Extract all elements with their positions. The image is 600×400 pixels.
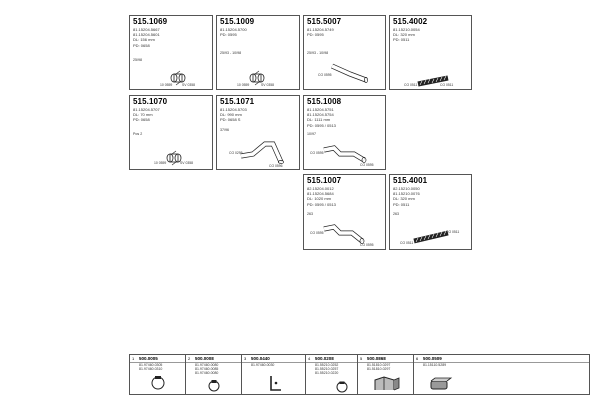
part-number: 515.1070 bbox=[133, 97, 168, 106]
fitment-note: 25/93 - 10/98 bbox=[307, 51, 329, 55]
bracket-icon bbox=[268, 373, 284, 393]
part-number: 515.1009 bbox=[220, 17, 255, 26]
part-card-515-1009[interactable]: 515.1009 81.15204.5700 PD: 0595 25/93 - 10/98 10 0559 SV 0358 bbox=[216, 15, 300, 90]
part-card-515-4002[interactable]: 515.4002 81.15210.0054 DL: 320 mm PD: 0511 CO 0511 CO 0511 bbox=[389, 15, 472, 90]
fitment-note: 263 bbox=[307, 212, 313, 216]
accessory-cell-500-0440[interactable]: 3 500.0440 81.97460.0030 bbox=[242, 355, 306, 394]
clamp-icon bbox=[148, 374, 168, 392]
part-card-515-1008[interactable]: 515.1008 81.15204.5751 81.15204.5754 DL: 1111 mm PD: 0595 / 0513 10/97 CO 0595 CO 0595 bbox=[303, 95, 386, 170]
fitment-note: 25/93 - 10/98 bbox=[220, 51, 242, 55]
part-number: 515.1007 bbox=[307, 176, 342, 185]
accessory-part-number: 500.0868 bbox=[367, 356, 386, 361]
spec-lines: 81.15210.0054 DL: 320 mm PD: 0511 bbox=[393, 27, 420, 43]
part-card-515-1007[interactable]: 515.1007 82.15204.0012 81.15204.5684 DL: 1020 mm PD: 0595 / 0513 263 CO 0595 CO 0595 bbox=[303, 174, 386, 250]
spec-lines: 81.15204.5707 DL: 70 mm PD: 0658 bbox=[133, 107, 160, 123]
accessory-cell-500-0208[interactable]: 4 500.0208 81.55210.0252 81.55210.0257 81.55210.0220 bbox=[306, 355, 358, 394]
rubber-mount-icon bbox=[428, 377, 452, 393]
part-number: 515.5007 bbox=[307, 17, 342, 26]
accessory-part-number: 500.0509 bbox=[423, 356, 442, 361]
accessory-cell-500-0005[interactable]: 1 500.0005 81.97460.0305 81.97460.0310 bbox=[130, 355, 186, 394]
part-card-515-5007[interactable]: 515.5007 81.15204.5749 PD: 0595 25/93 - 10/98 CO 0595 bbox=[303, 15, 386, 90]
spec-lines: 81.15204.5667 81.15204.5601 DL: 156 mm PD: 0658 bbox=[133, 27, 160, 48]
clamp-icon bbox=[204, 379, 224, 393]
clamp-pipe-drawing bbox=[162, 148, 202, 168]
spec-lines: 81.15204.5700 PD: 0595 bbox=[220, 27, 247, 38]
part-card-515-1071[interactable]: 515.1071 81.15204.5703 DL: 990 mm PD: 0658 S 37/96 CO 0295 CO 0596 bbox=[216, 95, 300, 170]
fitment-note: 37/96 bbox=[220, 128, 229, 132]
accessory-part-number: 500.0008 bbox=[195, 356, 214, 361]
accessory-cell-500-0008[interactable]: 2 500.0008 81.97460.0080 81.97460.0085 81.97460.0080 bbox=[186, 355, 242, 394]
fitment-note: Pos 2 bbox=[133, 132, 143, 136]
part-number: 515.4002 bbox=[393, 17, 428, 26]
mounting-bracket-icon bbox=[372, 375, 402, 393]
accessory-cell-500-0509[interactable]: 6 500.0509 81.15110.5289 bbox=[414, 355, 589, 394]
accessory-part-number: 500.0208 bbox=[315, 356, 334, 361]
spec-lines: 81.15204.5749 PD: 0595 bbox=[307, 27, 334, 38]
part-number: 515.1069 bbox=[133, 17, 168, 26]
part-card-515-4001[interactable]: 515.4001 82.15210.0050 81.15210.0076 DL: 320 mm PD: 0511 263 CO 0511 CO 0511 bbox=[389, 174, 472, 250]
clamp-icon bbox=[334, 381, 350, 393]
part-number: 515.1071 bbox=[220, 97, 255, 106]
spec-lines: 81.15204.5703 DL: 990 mm PD: 0658 S bbox=[220, 107, 247, 123]
spec-lines: 81.15204.5751 81.15204.5754 DL: 1111 mm PD: 0595 / 0513 bbox=[307, 107, 336, 128]
spec-lines: 82.15204.0012 81.15204.5684 DL: 1020 mm PD: 0595 / 0513 bbox=[307, 186, 336, 207]
part-number: 515.1008 bbox=[307, 97, 342, 106]
fitment-note: 263 bbox=[393, 212, 399, 216]
part-number: 515.4001 bbox=[393, 176, 428, 185]
accessory-strip bbox=[129, 354, 590, 395]
accessory-cell-500-0868[interactable]: 5 500.0868 81.51810.0297 81.51810.0297 bbox=[358, 355, 414, 394]
accessory-part-number: 500.0005 bbox=[139, 356, 158, 361]
accessory-part-number: 500.0440 bbox=[251, 356, 270, 361]
part-card-515-1070[interactable]: 515.1070 81.15204.5707 DL: 70 mm PD: 0658 Pos 2 10 0559 SV 0358 bbox=[129, 95, 213, 170]
fitment-note: 25/98 bbox=[133, 58, 142, 62]
part-card-515-1069[interactable]: 515.1069 81.15204.5667 81.15204.5601 DL: 156 mm PD: 0658 25/98 10 0559 SV 0358 bbox=[129, 15, 213, 90]
fitment-note: 10/97 bbox=[307, 132, 316, 136]
bent-pipe-drawing bbox=[328, 62, 372, 88]
spec-lines: 82.15210.0050 81.15210.0076 DL: 320 mm PD: 0511 bbox=[393, 186, 420, 207]
